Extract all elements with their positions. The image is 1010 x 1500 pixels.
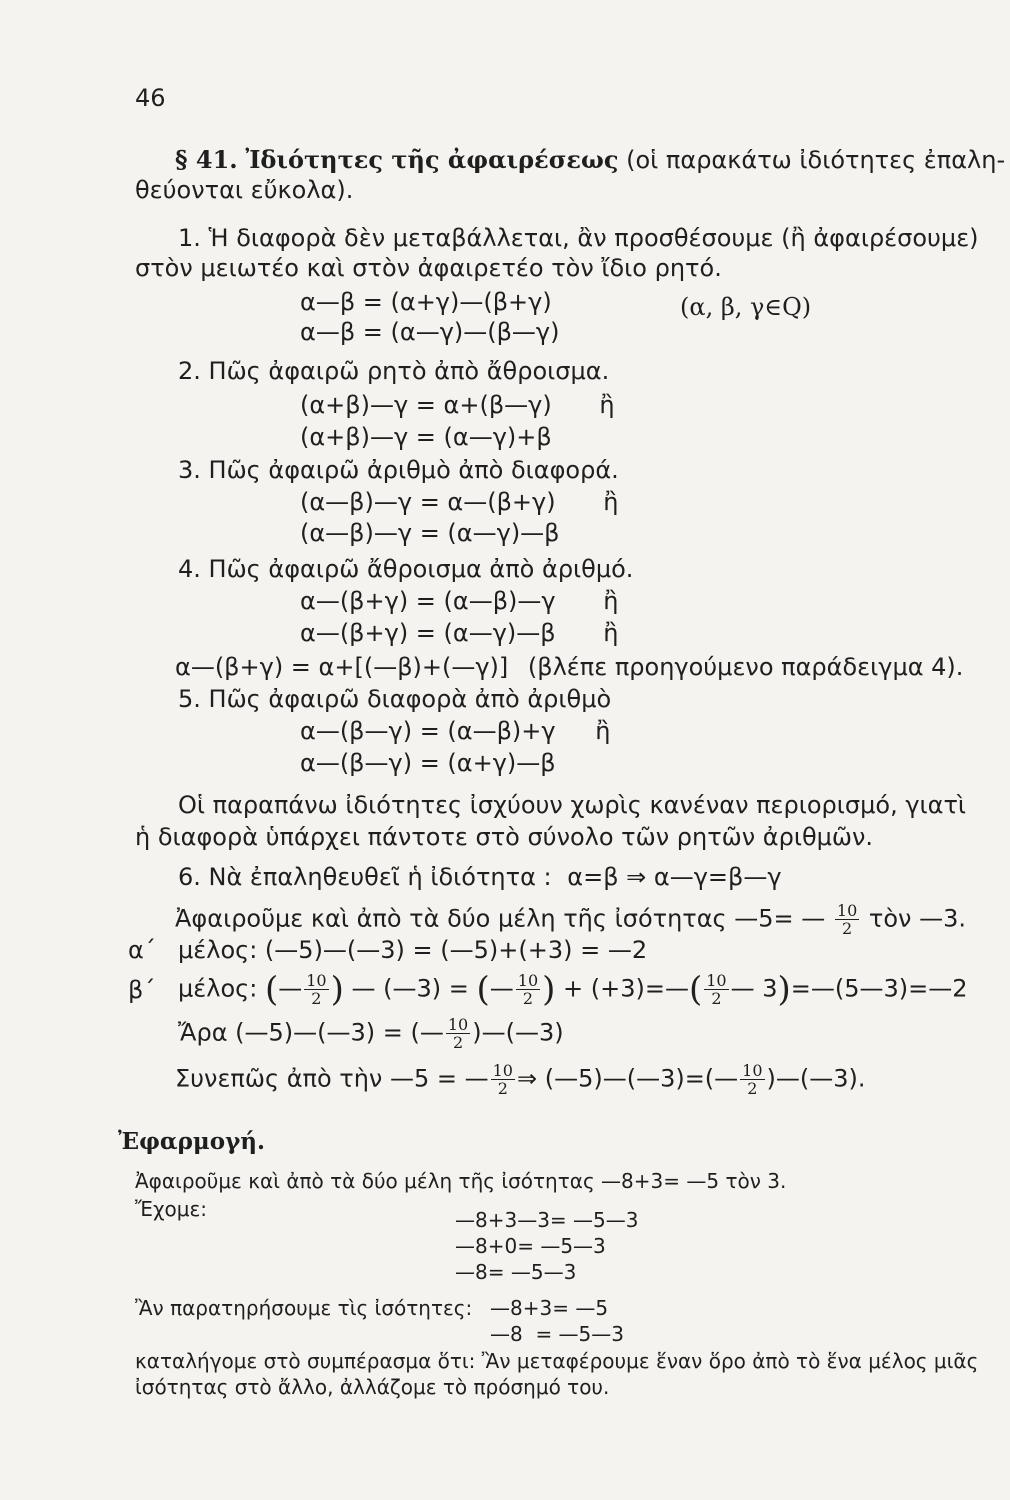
member-b-label: β΄ <box>128 976 156 1004</box>
formula: α—(β—γ) = (α—β)+γ <box>300 717 556 745</box>
fraction: $\frac{10}{2}$ <box>742 1061 763 1098</box>
text: μέλος: <box>178 974 258 1003</box>
formula: α—(β+γ) = α+[(—β)+(—γ)] <box>175 653 509 681</box>
property-3-formula-1 <box>300 487 618 517</box>
property-2-heading: 2. Πῶς ἀφαιρῶ ρητὸ ἀπὸ ἄθροισμα. <box>178 357 610 385</box>
text: + (+3)=— <box>563 974 689 1003</box>
or-word: ἢ <box>599 391 615 419</box>
text: Ἄρα (—5)—(—3) = (— <box>178 1018 444 1047</box>
formula: α—(β+γ) = (α—β)—γ <box>300 587 556 615</box>
property-6-heading <box>178 862 782 892</box>
property-5-formula-1 <box>300 716 610 746</box>
or-word: ἢ <box>603 619 619 647</box>
fraction: $\frac{10}{2}$ <box>517 971 539 1008</box>
application-obs-eq-1: —8+3= —5 <box>490 1296 609 1320</box>
property-4-formula-3 <box>175 652 963 682</box>
text: =—(5—3)=—2 <box>790 974 968 1003</box>
or-word: ἢ <box>595 717 611 745</box>
property-4-formula-2 <box>300 618 618 648</box>
property-2-formula-2: (α+β)—γ = (α—γ)+β <box>300 423 552 451</box>
property-4-heading: 4. Πῶς ἀφαιρῶ ἄθροισμα ἀπὸ ἀριθμό. <box>178 555 634 583</box>
application-line: Ἀφαιροῦμε καὶ ἀπὸ τὰ δύο μέλη τῆς ἰσότητας —8+3= —5 τὸν 3. <box>135 1169 787 1193</box>
application-exomai: Ἔχομε: <box>135 1197 208 1221</box>
formula: (α—β)—γ = α—(β+γ) <box>300 488 556 516</box>
section-mark: § 41. <box>175 145 238 174</box>
text: )—(—3) <box>472 1018 564 1047</box>
note-text: Οἱ παραπάνω ἰδιότητες ἰσχύουν χωρὶς κανέναν περιορισμό, γιατὶ <box>178 791 967 819</box>
property-3-formula-2: (α—β)—γ = (α—γ)—β <box>300 519 560 547</box>
property-5-heading: 5. Πῶς ἀφαιρῶ διαφορὰ ἀπὸ ἀριθμὸ <box>178 685 612 713</box>
application-observe: Ἂν παρατηρήσουμε τὶς ἰσότητες: <box>135 1296 473 1320</box>
text: — 3 <box>730 974 778 1003</box>
member-b-line <box>178 969 968 1010</box>
text: — (—3) = <box>351 974 469 1003</box>
property-formula: α=β ⇒ α—γ=β—γ <box>567 863 782 891</box>
therefore-line <box>178 1016 564 1051</box>
property-1-formula-1: α—β = (α+γ)—(β+γ) <box>300 288 552 316</box>
text: — <box>489 974 514 1003</box>
page-number: 46 <box>135 84 166 112</box>
application-eq-1: —8+3—3= —5—3 <box>455 1208 639 1232</box>
property-1-formula-2: α—β = (α—γ)—(β—γ) <box>300 318 560 346</box>
text: τὸν —3. <box>868 904 966 933</box>
fraction: $\frac{10}{2}$ <box>447 1015 469 1052</box>
paren: ) <box>542 969 556 1010</box>
text: Συνεπῶς ἀπὸ τὴν —5 = — <box>175 1064 489 1093</box>
section-heading <box>175 145 1005 175</box>
section-intro: (οἱ παρακάτω ἰδιότητες ἐπαλη- <box>626 146 1006 174</box>
property-3-heading: 3. Πῶς ἀφαιρῶ ἀριθμὸ ἀπὸ διαφορά. <box>178 456 619 484</box>
property-4-formula-1 <box>300 586 618 616</box>
or-word: ἢ <box>603 587 619 615</box>
text: Ἀφαιροῦμε καὶ ἀπὸ τὰ δύο μέλη τῆς ἰσότητας —5= — <box>175 904 826 933</box>
paren: ( <box>476 969 490 1010</box>
fraction: $\frac{10}{2}$ <box>836 901 858 938</box>
fraction: $\frac{10}{2}$ <box>492 1061 513 1098</box>
fraction: $\frac{10}{2}$ <box>706 971 727 1008</box>
paren: ( <box>264 969 279 1010</box>
application-conclusion: καταλήγομε στὸ συμπέρασμα ὅτι: Ἂν μεταφέρουμε ἕναν ὅρο ἀπὸ τὸ ἕνα μέλος μιᾶς <box>135 1349 979 1373</box>
text: ⇒ (—5)—(—3)=(— <box>516 1064 739 1093</box>
member-a-label: α΄ <box>128 936 156 964</box>
paren: ( <box>688 969 703 1010</box>
consequently-line <box>175 1062 866 1097</box>
application-eq-2: —8+0= —5—3 <box>455 1234 606 1258</box>
formula: (α+β)—γ = α+(β—γ) <box>300 391 552 419</box>
property-2-formula-1 <box>300 390 615 420</box>
application-title: Ἐφαρμογή. <box>118 1128 265 1155</box>
application-conclusion-cont: ἰσότητας στὸ ἄλλο, ἀλλάζομε τὸ πρόσημό του. <box>135 1375 610 1399</box>
application-obs-eq-2: —8 = —5—3 <box>490 1322 625 1346</box>
heading-text: 6. Νὰ ἐπαληθευθεῖ ἡ ἰδιότητα : <box>178 863 552 891</box>
paren: ) <box>330 969 344 1010</box>
note-text-cont: ἡ διαφορὰ ὑπάρχει πάντοτε στὸ σύνολο τῶν ρητῶν ἀριθμῶν. <box>135 823 874 851</box>
property-1-condition: (α, β, γ∈Q) <box>680 293 812 321</box>
section-title: Ἰδιότητες τῆς ἀφαιρέσεως <box>245 145 619 174</box>
member-a-line: μέλος: (—5)—(—3) = (—5)+(+3) = —2 <box>178 936 648 964</box>
fraction: $\frac{10}{2}$ <box>306 971 327 1008</box>
section-intro-cont: θεύονται εὔκολα). <box>135 176 354 204</box>
application-eq-3: —8= —5—3 <box>455 1260 577 1284</box>
formula: α—(β+γ) = (α—γ)—β <box>300 619 556 647</box>
property-6-text <box>175 902 966 937</box>
paren: ) <box>777 969 791 1010</box>
text: )—(—3). <box>766 1064 866 1093</box>
property-5-formula-2: α—(β—γ) = (α+γ)—β <box>300 749 556 777</box>
or-word: ἢ <box>603 488 619 516</box>
property-1-text-cont: στὸν μειωτέο καὶ στὸν ἀφαιρετέο τὸν ἴδιο ρητό. <box>135 254 722 282</box>
formula-note: (βλέπε προηγούμενο παράδειγμα 4). <box>527 653 964 681</box>
property-1-text: 1. Ἡ διαφορὰ δὲν μεταβάλλεται, ἂν προσθέσουμε (ἢ ἀφαιρέσουμε) <box>178 224 979 252</box>
text: — <box>278 974 303 1003</box>
